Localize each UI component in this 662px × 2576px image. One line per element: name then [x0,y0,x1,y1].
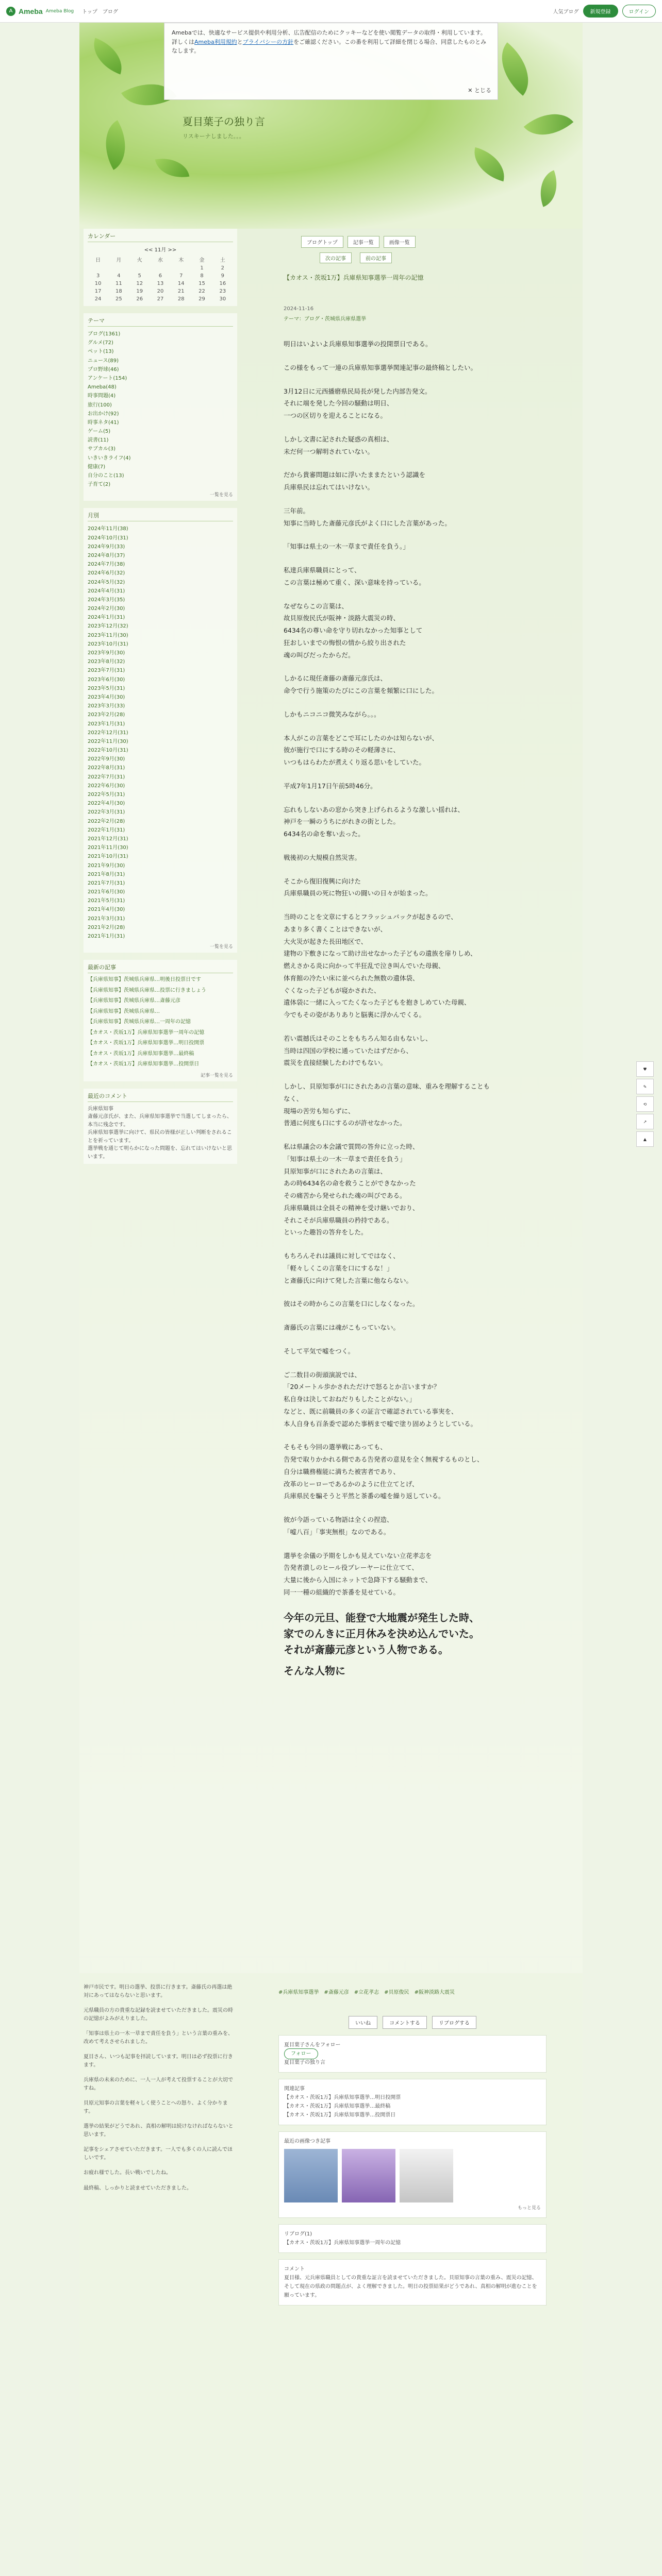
entry-paragraph: そして平気で嘘をつく。 [284,1347,355,1355]
comments-heading [88,1092,233,1102]
hashtag-link[interactable]: #兵庫県知事選挙 [278,1990,319,1995]
lower-comment-line: 兵庫県の未来のために、一人一人が考えて投票することが大切ですね。 [84,2077,233,2091]
calendar-week [88,287,233,295]
calendar-body [88,264,233,303]
calendar-day[interactable]: 26 [136,296,143,302]
recent-entry-link[interactable]: 【カオス・茨坂1万】兵庫県知事選挙…明日投開票 [88,1040,205,1046]
cookie-mid: と [237,38,243,45]
recent-list [88,976,233,1069]
recent-title: 最新の記事 [88,964,116,971]
recent-more-link[interactable]: 記事一覧を見る [200,1073,233,1078]
related-entry-link[interactable]: 【カオス・茨坂1万】兵庫県知事選挙…最終稿 [284,2104,391,2109]
calendar-weekday: 土 [220,258,225,263]
follow-box [278,2035,547,2073]
comments-list [88,1105,233,1161]
top-nav [82,7,118,15]
top-right [553,5,656,18]
entry-paragraph: 当時のことを文章にするとフラッシュバックが起きるので、 あまり多く書くことはできないが、 大火災が起きた長田地区で、 建物の下敷きになって助け出せなかった子どもの遺族を扉りしめ、 燃えさかる炎に向かって半狂乱で泣き叫んでいた母親、 体育館の冷たい床に並べられた無数の遺体袋、 ぐくなった子どもが寝かされた、 遺体袋に一緒に入ってたくなった子どもを抱きしめていた母親、 今でもその姿がありありと脳裏に浮かんでくる。 [284,913,477,1019]
archive-item[interactable]: 2024年7月(38) [88,562,125,568]
comment-line: 斎藤元彦氏が、また、兵庫県知事選挙で当選してしまったら、本当に残念です。 [88,1114,232,1128]
menu-image-list[interactable]: 画像一覧 [384,236,416,248]
archive-item[interactable]: 2023年12月(32) [88,623,128,630]
recent-heading [88,963,233,973]
cookie-close-button[interactable]: ✕ とじる [468,87,491,94]
lower-comment-line: 選挙の結果がどうであれ、真相の解明は続けなければならないと思います。 [84,2124,234,2138]
archive-item[interactable]: 2023年9月(30) [88,650,125,656]
calendar-day[interactable]: 24 [94,296,102,302]
theme-item[interactable]: ゲーム(5) [88,429,111,435]
terms-link[interactable]: Ameba利用規約 [194,38,237,45]
theme-item[interactable]: 時事ネタ(41) [88,419,119,426]
cookie-tail: をご確認ください。この番を利用して詳細を閉じる場合、同意したものとみなします。 [172,38,487,55]
entry-paragraph: もちろんそれは議員に対してではなく、 「軽々しくこの言葉を口にするな！」 と斎藤氏に向けて発した言葉に他ならない。 [284,1252,413,1284]
next-entry-link[interactable]: 次の記事 [320,252,352,263]
entry-paragraph: なぜならこの言葉は、 故貝原俊民氏が阪神・淡路大震災の時、 6434名の尊い命を守り切れなかった知事として 狂おしいまでの悔恨の情から絞り出された 魂の叫びだったからだ。 [284,602,423,659]
floating-share-bar [636,1061,654,1149]
archive-item[interactable]: 2023年10月(31) [88,641,128,647]
calendar-weekday: 金 [199,258,205,263]
calendar-day[interactable]: 5 [138,273,141,279]
calendar-day[interactable]: 30 [219,296,226,302]
archive-item[interactable]: 2021年4月(30) [88,907,125,913]
comments-title: 最近のコメント [88,1092,127,1099]
photo-box [278,2131,547,2218]
archive-item[interactable]: 2022年9月(30) [88,756,125,762]
calendar-title: カレンダー [88,233,116,240]
calendar-week [88,272,233,280]
calendar-day[interactable]: 17 [94,289,102,294]
entry-paragraph: 「知事は県土の一木一草まで責任を負う。」 [284,543,409,551]
calendar-table [88,255,233,303]
calendar-day[interactable]: 15 [198,281,205,286]
entry-paragraph: 忘れもしないあの窓から突き上げられるような激しい揺れは、 神戸を一瞬のうちにがれきの街とした。 6434名の命を奪い去った。 [284,805,465,838]
calendar-day[interactable]: 29 [198,296,205,302]
calendar-weekday: 木 [178,258,184,263]
archive-item[interactable]: 2021年5月(31) [88,898,125,904]
cookie-close-label: とじる [474,87,491,94]
comment-float-icon[interactable]: ✎ [636,1079,654,1094]
theme-item[interactable]: 旅行(100) [88,402,112,408]
entry-paragraph: 彼はその時からこの言葉を口にしなくなった。 [284,1300,419,1308]
calendar-day [150,264,171,272]
entry-paragraph: 本人がこの言葉をどこで耳にしたのかは知らないが、 彼が施行で口にする時のその軽薄さに、 いつもはらわたが煮えくり返る思いをしていた。 [284,734,439,766]
comment-line: 兵庫県知事 [88,1106,113,1112]
archive-item[interactable]: 2022年6月(30) [88,783,125,789]
entry-pager [320,252,392,263]
archive-item[interactable]: 2021年9月(30) [88,862,125,869]
recent-entry-link[interactable]: 【兵庫県知事】茨城県兵庫県…明後日投票日です [88,977,201,983]
calendar-box [84,229,237,306]
archive-more-link[interactable]: 一覧を見る [209,944,233,950]
hashtag-link[interactable]: #立花孝志 [354,1990,379,1995]
calendar-day[interactable]: 16 [219,281,226,286]
calendar-day[interactable]: 19 [136,289,143,294]
blog-title[interactable]: 夏目葉子の独り言 [183,115,265,128]
calendar-day [171,264,191,272]
entry-paragraph: 三年前。 知事に当時した斎藤元彦氏がよく口にした言葉があった。 [284,506,451,527]
related-list [284,2093,541,2120]
calendar-weekday: 水 [157,258,163,263]
entry-paragraph: 若い震撼氏はそのことをもちろん知る由もないし、 当時は四国の学校に通っていたはずだから、 震災を直接経験したわけでもない。 [284,1034,432,1067]
calendar-day[interactable]: 13 [157,281,164,286]
calendar-day[interactable]: 20 [157,289,164,294]
themes-list [88,330,233,489]
calendar-day[interactable]: 23 [219,289,226,294]
lower-comment-line: 貝原元知事の言葉を軽々しく使うことへの怒り、よく分かります。 [84,2100,228,2114]
archive-item[interactable]: 2023年1月(31) [88,721,125,727]
menu-blog-top[interactable]: ブログトップ [301,236,343,248]
recent-entry-link[interactable]: 【兵庫県知事】茨城県兵庫県…投票に行きましょう [88,987,206,993]
reblog-float-icon[interactable]: ⟲ [636,1096,654,1112]
archive-item[interactable]: 2021年7月(31) [88,880,125,886]
related-box [278,2079,547,2125]
leaf-decoration [524,100,574,149]
theme-item[interactable]: 時事問題(4) [88,393,116,399]
entry-date: 2024-11-16 [284,306,314,312]
calendar-day[interactable]: 6 [158,273,162,279]
follow-button[interactable]: フォロー [284,2048,318,2059]
theme-item[interactable]: 自分のこと(13) [88,473,124,479]
recent-box [84,960,237,1081]
lower-comment-line: お疲れ様でした。長い戦いでしたね。 [84,2170,171,2176]
entry-paragraph: そこから復旧復興に向けた 兵庫県職員の死に物狂いの闘いの日々が始まった。 [284,877,432,897]
calendar-day[interactable]: 4 [117,273,121,279]
leaf-decoration [469,147,510,181]
nav-top[interactable]: トップ [82,9,97,15]
archive-item[interactable]: 2021年3月(31) [88,916,125,922]
calendar-day[interactable]: 2 [221,265,225,271]
entry-body [284,338,495,1684]
entry-title[interactable]: 【カオス・茨坂1万】兵庫県知事選挙一周年の記憶 [284,274,424,281]
entry-paragraph: 彼が今語っている物語は全くの捏造、 「嘘八百」「事実無根」なのである。 [284,1516,393,1536]
archive-item[interactable]: 2024年9月(33) [88,544,125,550]
calendar-day[interactable]: 11 [115,281,122,286]
reaction-row [247,2016,577,2029]
recent-entry-link[interactable]: 【兵庫県知事】茨城県兵庫県…斎藤元彦 [88,998,180,1004]
themes-heading [88,316,233,327]
photo-more-link[interactable]: もっと見る [517,2206,541,2211]
calendar-day[interactable]: 7 [179,273,183,279]
archive-item[interactable]: 2023年8月(32) [88,659,125,665]
entry-paragraph: 選挙を余儀の予期をしかも見えていない立花孝志を 告発者潰しのヒール役プレーヤーに仕立てて、 大量に後から入国にネットで急降下する騒動まで、 同一一種の組織的で茶番を見せている。 [284,1551,432,1596]
lower-comment-line: 最終稿、しっかりと読ませていただきました。 [84,2185,192,2191]
lower-sidebar [84,1984,237,2199]
archive-item[interactable]: 2024年11月(38) [88,526,128,532]
lower-page [79,1973,583,2576]
archive-item[interactable]: 2024年10月(31) [88,535,128,541]
popular-blog-link[interactable]: 人気ブログ [553,9,579,15]
archive-item[interactable]: 2022年5月(31) [88,792,125,798]
entry-theme[interactable]: テーマ：ブログ・茨城県兵庫県選挙 [284,316,366,322]
menu-entry-list[interactable]: 記事一覧 [347,236,379,248]
recent-entry-link[interactable]: 【兵庫県知事】茨城県兵庫県… [88,1008,160,1014]
lower-comment-line: 夏目さん、いつも記事を拝読しています。明日は必ず投票に行きます。 [84,2054,233,2068]
comment-box [278,2259,547,2306]
entry-emphasis: そんな人物に [284,1664,345,1677]
entry-paragraph: しかし文書に記された疑惑の真相は、 未だ何一つ解明されていない。 [284,435,393,455]
calendar-month: << 11月 >> [144,247,177,253]
entry-paragraph: 私達兵庫県職員にとって、 この言葉は極めて重く、深い意味を持っている。 [284,566,425,586]
entry-paragraph: この様をもって一連の兵庫県知事選挙関連記事の最終稿としたい。 [284,363,477,371]
comment-button[interactable]: コメントする [383,2016,427,2029]
nav-blog[interactable]: ブログ [102,9,118,15]
blog-menu [301,236,416,248]
entry-paragraph: 斎藤氏の言葉には魂がこもっていない。 [284,1324,400,1331]
comment-title: コメント [284,2266,305,2273]
calendar-day[interactable]: 10 [94,281,102,286]
theme-item[interactable]: 健康(7) [88,464,106,470]
lower-comment-line: 神戸市民です。明日の選挙、投票に行きます。斎藤氏の再選は絶対にあってはならないと思います。 [84,1985,233,1998]
recent-entry-link[interactable]: 【カオス・茨坂1万】兵庫県知事選挙一周年の記憶 [88,1029,205,1036]
calendar-week [88,295,233,303]
recent-entry-link[interactable]: 【カオス・茨坂1万】兵庫県知事選挙…最終稿 [88,1050,194,1057]
theme-item[interactable]: いきいきライフ(4) [88,455,131,461]
calendar-weekday: 日 [95,258,101,263]
archive-item[interactable]: 2022年12月(31) [88,730,128,736]
follow-blog-name[interactable]: 夏目葉子の独り言 [284,2060,325,2065]
recent-entry-link[interactable]: 【兵庫県知事】茨城県兵庫県…一周年の記憶 [88,1019,191,1025]
cookie-text: Amebaでは、快適なサービス提供や利用分析、広告配信のためにクッキーなどを使い閲覧データの取得・利用しています。詳しくは [172,29,486,45]
ameba-logo[interactable] [6,7,74,16]
archive-item[interactable]: 2024年8月(37) [88,552,125,558]
archive-item[interactable]: 2021年2月(28) [88,924,125,930]
archive-title: 月別 [88,512,99,519]
hashtag-link[interactable]: #斎藤元彦 [324,1990,349,1995]
photo-thumb[interactable] [284,2149,338,2202]
entry-paragraph: しかるに現任斎藤の斎藤元彦氏は、 命令で行う施策のたびにこの言葉を頻繁に口にした。 [284,674,439,694]
archive-item[interactable]: 2024年1月(31) [88,615,125,621]
archive-item[interactable]: 2023年5月(31) [88,685,125,691]
archive-box [84,508,237,953]
comment-line: 兵庫県知事選挙に向けて、県民の皆様が正しい判断をされることを祈っています。 [88,1130,232,1144]
archive-item[interactable]: 2024年3月(35) [88,597,125,603]
share-float-icon[interactable]: ↗ [636,1114,654,1129]
archive-item[interactable]: 2021年12月(31) [88,836,128,842]
hashtag-link[interactable]: #阪神淡路大震災 [414,1990,455,1995]
related-title: 関連記事 [284,2086,305,2092]
archive-item[interactable]: 2024年2月(30) [88,606,125,612]
calendar-day [129,264,150,272]
login-button[interactable]: ログイン [622,5,656,18]
calendar-month-label: 11月 [154,247,167,253]
lower-sidebar-comments [84,1984,237,2192]
theme-item[interactable]: お出かけ(92) [88,411,119,417]
archive-list [88,524,233,941]
theme-item[interactable]: ペット(13) [88,349,114,355]
archive-item[interactable]: 2023年2月(28) [88,712,125,718]
entry-paragraph: 平成7年1月17日午前5時46分。 [284,782,377,790]
calendar-day[interactable]: 22 [198,289,205,294]
like-float-icon[interactable]: ♥ [636,1061,654,1077]
entry-paragraph: そもそも今回の選挙戦にあっても、 告発で取りかかれる側である告発者の意見を全く無視するものとし、 自分は職務権能に満ちた被害者であり、 改革のヒーローであるかのように仕立てとげ、 兵庫県民を騙そうと平然と茶番の嘘を繰り返している。 [284,1443,484,1500]
entry-paragraph: 私は県議会の本会議で質問の答弁に立った時、 「知事は県土の一木一草まで責任を負う」 貝原知事が口にされたあの言葉は、 あの時6434名の命を救うことができなかった その痛苦から発せられた魂の叫びである。 兵庫県職員は全員その精神を受け継いでおり、 それこそが兵庫県職員の矜持である。 といった趣旨の答弁をした。 [284,1143,419,1236]
archive-item[interactable]: 2022年7月(31) [88,774,125,780]
archive-item[interactable]: 2024年6月(32) [88,570,125,577]
photo-thumbs [284,2149,541,2202]
ameba-sub: Ameba Blog [45,8,74,14]
archive-item[interactable]: 2022年3月(31) [88,809,125,816]
prev-entry-link[interactable]: 前の記事 [360,252,392,263]
calendar-day[interactable]: 27 [157,296,164,302]
themes-more-link[interactable]: 一覧を見る [209,493,233,498]
entry-paragraph: 3月12日に元西播磨県民局長が発した内部告発文。 それに端を発した今回の騒動は明日、 一つの区切りを迎えることになる。 [284,387,432,419]
global-header [0,0,662,23]
entry-paragraph: 戦後初の大規模自然災害。 [284,853,361,861]
comment-line: 選挙戦を通じて明らかになった問題を、忘れてはいけないと思います。 [88,1146,232,1160]
calendar-day[interactable]: 3 [96,273,100,279]
lower-comment-line: 元県職員の方の貴重な記録を読ませていただきました。震災の時の記憶がよみがえりました。 [84,2008,233,2022]
entry-paragraph: 明日はいよいよ兵庫県知事選挙の投開票日である。 [284,340,432,348]
archive-item[interactable]: 2021年1月(31) [88,934,125,939]
entry-paragraph: だから貴審問題は如に浮いたままたという認識を 兵庫県民は忘れてはいけない。 [284,471,426,491]
photo-title: 最近の画像つき記事 [284,2139,330,2144]
recent-entry-link[interactable]: 【カオス・茨坂1万】兵庫県知事選挙…投開票日 [88,1061,200,1067]
calendar-day[interactable]: 12 [136,281,143,286]
entry-paragraph: しかもニコニコ微笑みながら。。。 [284,710,380,718]
calendar-day [88,264,108,272]
archive-heading [88,511,233,521]
theme-item[interactable]: 子育て(2) [88,482,111,488]
photo-thumb[interactable] [400,2149,453,2202]
entry-paragraph: ご二数目の街頭演説では、 「20メートル歩かされただけで怒るとか言いますか？ 私自身は決しておねだりもしたことがない。」 などと、既に前職員の多くの証言で確認されている事実を、 本人自身も百条委で認めた事柄まで嘘で塗り固めようとしている。 [284,1370,477,1428]
sidebar [84,229,237,1171]
archive-item[interactable]: 2021年8月(31) [88,871,125,877]
calendar-day[interactable]: 9 [221,273,225,279]
comment-body: 夏目様、元兵庫県職員としての貴重な証言を読ませていただきました。貝原知事の言葉の重み、震災の記憶、そして現在の県政の問題点が、よく理解できました。明日の投票結果がどうであれ、真相の解明が進むことを願っています。 [284,2275,537,2299]
calendar-day[interactable]: 14 [177,281,185,286]
archive-item[interactable]: 2022年8月(31) [88,765,125,771]
archive-item[interactable]: 2022年1月(31) [88,827,125,833]
follow-name: 夏目葉子さんをフォロー [284,2042,341,2048]
calendar-week [88,280,233,287]
theme-item[interactable]: サブカル(3) [88,446,116,452]
signup-button[interactable]: 新規登録 [583,5,618,18]
archive-item[interactable]: 2023年6月(30) [88,676,125,683]
archive-item[interactable]: 2021年6月(30) [88,889,125,895]
reblog-box [278,2224,547,2253]
theme-item[interactable]: グルメ(72) [88,340,113,346]
calendar-day[interactable]: 1 [200,265,204,271]
calendar-day[interactable]: 8 [200,273,204,279]
entry-emphasis: 今年の元旦、能登で大地震が発生した時、 家でのんきに正月休みを決め込んでいた。 それが斎藤元彦という人物である。 [284,1611,479,1656]
comments-box [84,1089,237,1164]
reblog-entry[interactable]: 【カオス・茨坂1万】兵庫県知事選挙一周年の記憶 [284,2240,401,2246]
leaf-decoration [533,170,565,207]
calendar-day[interactable]: 18 [115,289,122,294]
calendar-week [88,264,233,272]
calendar-day[interactable]: 25 [115,296,122,302]
calendar-day[interactable]: 21 [177,289,185,294]
theme-item[interactable]: アンケート(154) [88,375,127,381]
archive-item[interactable]: 2022年4月(30) [88,801,125,807]
ameba-brand: Ameba [19,7,43,15]
related-entry-link[interactable]: 【カオス・茨坂1万】兵庫県知事選挙…明日投開票 [284,2095,401,2100]
top-float-icon[interactable]: ▲ [636,1131,654,1147]
hashtag-link[interactable]: #貝原俊民 [384,1990,409,1995]
leaf-decoration [87,38,129,75]
archive-item[interactable]: 2022年2月(28) [88,818,125,824]
archive-item[interactable]: 2024年5月(32) [88,579,125,585]
calendar-day[interactable]: 28 [177,296,185,302]
archive-item[interactable]: 2022年10月(31) [88,748,128,754]
archive-item[interactable]: 2024年4月(31) [88,588,125,594]
archive-item[interactable]: 2023年7月(31) [88,668,125,674]
theme-item[interactable]: 読書(11) [88,437,109,444]
calendar-weekday: 月 [116,258,122,263]
entry-paragraph: しかし、貝原知事が口にされたあの言葉の意味、重みを理解することもなく、 現場の苦労も知らずに、 普通に何度も口にするのが許せなかった。 [284,1082,490,1127]
leaf-decoration [155,154,190,182]
theme-item[interactable]: プロ野球(46) [88,366,119,372]
reblog-title: リブログ(1) [284,2231,312,2238]
theme-item[interactable]: ニュース(89) [88,358,119,364]
related-entry-link[interactable]: 【カオス・茨坂1万】兵庫県知事選挙…投開票日 [284,2112,396,2118]
photo-thumb[interactable] [342,2149,395,2202]
lower-comment-line: 記事をシェアさせていただきます。一人でも多くの人に読んでほしいです。 [84,2147,233,2161]
archive-item[interactable]: 2023年11月(30) [88,632,128,638]
calendar-weekdays [88,255,233,264]
theme-item[interactable]: ブログ(1361) [88,331,121,337]
themes-title: テーマ [88,317,105,324]
archive-item[interactable]: 2021年11月(30) [88,845,128,851]
lower-comment-line: 「知事は県土の一木一草まで責任を負う」という言葉の重みを、改めて考えさせられました。 [84,2031,233,2045]
blog-description: リスキーナしました。。。 [183,133,245,140]
leaf-decoration [93,120,138,170]
archive-item[interactable]: 2021年10月(31) [88,854,128,860]
calendar-day [108,264,129,272]
reblog-button[interactable]: リブログする [432,2016,476,2029]
ameba-logo-icon: A [6,7,15,16]
privacy-link[interactable]: プライバシーの方針 [242,38,294,45]
calendar-weekday: 火 [137,258,142,263]
themes-box [84,313,237,501]
cookie-banner [164,23,498,100]
archive-item[interactable]: 2023年3月(33) [88,703,125,709]
hashtag-row [278,1988,577,1995]
like-button[interactable]: いいね [349,2016,377,2029]
calendar-heading [88,232,233,242]
theme-item[interactable]: Ameba(48) [88,384,117,391]
archive-item[interactable]: 2022年11月(30) [88,738,128,744]
archive-item[interactable]: 2023年4月(30) [88,694,125,700]
lower-main [247,1984,577,2312]
